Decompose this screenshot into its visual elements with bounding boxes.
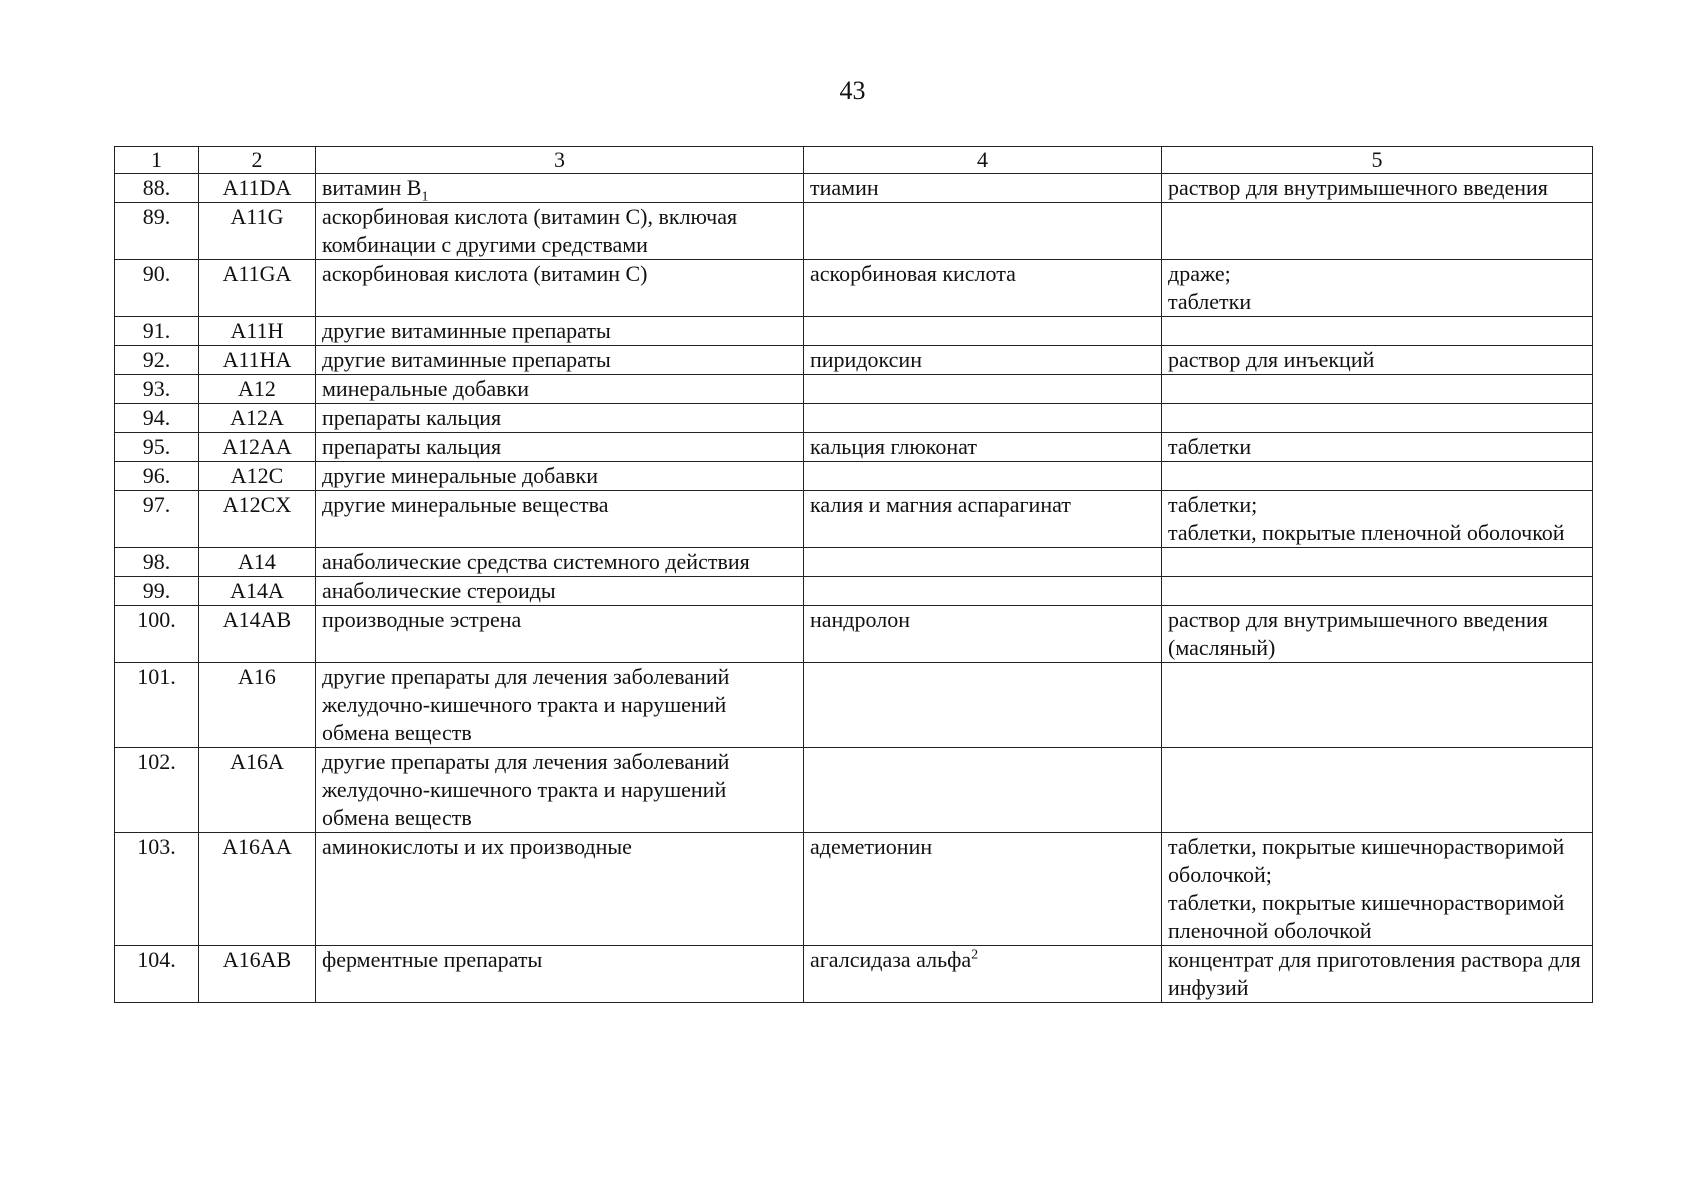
- atc-code-cell: [199, 404, 316, 433]
- atc-code-cell: [199, 946, 316, 1003]
- group-name: анаболические средства системного действия: [322, 549, 750, 574]
- dosage-forms-cell: [1162, 548, 1593, 577]
- atc-code-cell: [199, 663, 316, 748]
- row-number-cell: [115, 174, 199, 203]
- atc-code-cell: [199, 748, 316, 833]
- row-number-cell: [115, 404, 199, 433]
- group-name-cell: [316, 663, 804, 748]
- table-row: [115, 663, 1593, 748]
- dosage-forms-cell: [1162, 433, 1593, 462]
- row-number-cell: [115, 491, 199, 548]
- group-name-cell: [316, 375, 804, 404]
- drug-name-cell: [804, 748, 1162, 833]
- atc-code: A12CX: [222, 492, 292, 517]
- atc-code-cell: [199, 317, 316, 346]
- drug-name: агалсидаза альфа: [810, 947, 972, 972]
- table-row: [115, 375, 1593, 404]
- atc-code-cell: [199, 491, 316, 548]
- atc-code: A14AB: [222, 607, 292, 632]
- group-name: производные эстрена: [322, 607, 522, 632]
- row-number-cell: [115, 748, 199, 833]
- row-number: 92.: [142, 347, 171, 372]
- atc-code: A12: [238, 376, 276, 401]
- drug-name-cell: [804, 663, 1162, 748]
- group-name-cell: [316, 260, 804, 317]
- atc-code: A16: [238, 664, 276, 689]
- table-row: [115, 317, 1593, 346]
- row-number-cell: [115, 833, 199, 946]
- row-number: 96.: [142, 463, 171, 488]
- atc-code: A12A: [230, 405, 284, 430]
- atc-code: A12C: [230, 463, 284, 488]
- atc-code: A14A: [230, 578, 284, 603]
- row-number: 91.: [142, 318, 171, 343]
- drug-name: калия и магния аспарагинат: [810, 492, 1071, 517]
- group-name-cell: [316, 548, 804, 577]
- atc-code: A11HA: [222, 347, 292, 372]
- dosage-forms-cell: [1162, 462, 1593, 491]
- table-row: [115, 260, 1593, 317]
- drug-name-cell: [804, 317, 1162, 346]
- header-cell-5: 5: [1162, 147, 1593, 174]
- group-name-cell: [316, 433, 804, 462]
- dosage-forms-cell: [1162, 203, 1593, 260]
- group-name: другие минеральные добавки: [322, 463, 598, 488]
- atc-code: A14: [238, 549, 276, 574]
- atc-code-cell: [199, 203, 316, 260]
- group-name: аскорбиновая кислота (витамин С), включая комбинации с другими средствами: [322, 204, 738, 257]
- dosage-form: таблетки: [1168, 289, 1252, 314]
- header-row: [115, 147, 1593, 174]
- dosage-forms-cell: [1162, 375, 1593, 404]
- dosage-forms-cell: [1162, 748, 1593, 833]
- drug-name-cell: [804, 606, 1162, 663]
- atc-code-cell: [199, 606, 316, 663]
- row-number: 95.: [142, 434, 171, 459]
- group-name: аминокислоты и их производные: [322, 834, 632, 859]
- group-name-cell: [316, 577, 804, 606]
- row-number: 101.: [137, 664, 176, 689]
- group-name-cell: [316, 748, 804, 833]
- atc-code-cell: [199, 260, 316, 317]
- drug-name: нандролон: [810, 607, 910, 632]
- dosage-form: концентрат для приготовления раствора для инфузий: [1168, 947, 1581, 1000]
- group-name-cell: [316, 606, 804, 663]
- group-name: препараты кальция: [322, 434, 502, 459]
- dosage-forms-cell: [1162, 663, 1593, 748]
- dosage-form: раствор для инъекций: [1168, 347, 1375, 372]
- row-number-cell: [115, 203, 199, 260]
- group-name: витамин B: [322, 175, 422, 200]
- row-number: 97.: [142, 492, 171, 517]
- atc-code: A16A: [230, 749, 284, 774]
- atc-code-cell: [199, 833, 316, 946]
- drug-name: пиридоксин: [810, 347, 922, 372]
- table-row: [115, 404, 1593, 433]
- table-body: [115, 174, 1593, 1003]
- header-cell-1: 1: [115, 147, 199, 174]
- table-row: [115, 203, 1593, 260]
- group-name: минеральные добавки: [322, 376, 530, 401]
- dosage-forms-cell: [1162, 577, 1593, 606]
- dosage-forms-cell: [1162, 946, 1593, 1003]
- row-number-cell: [115, 606, 199, 663]
- footnote-mark: 2: [971, 947, 979, 963]
- drug-name-cell: [804, 577, 1162, 606]
- row-number: 104.: [137, 947, 176, 972]
- row-number-cell: [115, 317, 199, 346]
- drug-name-cell: [804, 174, 1162, 203]
- group-name: другие препараты для лечения заболеваний желудочно-кишечного тракта и нарушений обмена веществ: [322, 664, 730, 745]
- row-number-cell: [115, 462, 199, 491]
- dosage-forms-cell: [1162, 174, 1593, 203]
- atc-code: A11G: [230, 204, 284, 229]
- table-row: [115, 433, 1593, 462]
- header-cell-3: 3: [316, 147, 804, 174]
- row-number: 103.: [137, 834, 176, 859]
- row-number: 100.: [137, 607, 176, 632]
- row-number-cell: [115, 577, 199, 606]
- dosage-form: таблетки, покрытые пленочной оболочкой: [1168, 520, 1565, 545]
- drug-name: аскорбиновая кислота: [810, 261, 1016, 286]
- group-name-cell: [316, 404, 804, 433]
- dosage-forms-cell: [1162, 346, 1593, 375]
- row-number: 98.: [142, 549, 171, 574]
- dosage-forms-cell: [1162, 260, 1593, 317]
- atc-code: A11GA: [222, 261, 292, 286]
- header-cell-4: 4: [804, 147, 1162, 174]
- group-name-cell: [316, 317, 804, 346]
- dosage-form: таблетки: [1168, 434, 1252, 459]
- atc-code: A12AA: [222, 434, 292, 459]
- group-name: анаболические стероиды: [322, 578, 556, 603]
- table-row: [115, 491, 1593, 548]
- drug-name-cell: [804, 833, 1162, 946]
- group-name: другие витаминные препараты: [322, 347, 611, 372]
- row-number-cell: [115, 346, 199, 375]
- dosage-forms-cell: [1162, 404, 1593, 433]
- dosage-forms-cell: [1162, 606, 1593, 663]
- row-number: 89.: [142, 204, 171, 229]
- atc-code-cell: [199, 375, 316, 404]
- atc-code: A11H: [230, 318, 284, 343]
- row-number: 88.: [142, 175, 171, 200]
- row-number-cell: [115, 260, 199, 317]
- drug-name-cell: [804, 375, 1162, 404]
- row-number-cell: [115, 433, 199, 462]
- drug-name-cell: [804, 346, 1162, 375]
- row-number-cell: [115, 946, 199, 1003]
- drug-name: тиамин: [810, 175, 879, 200]
- row-number: 94.: [142, 405, 171, 430]
- table-row: [115, 748, 1593, 833]
- dosage-form: драже;: [1168, 261, 1231, 286]
- atc-code-cell: [199, 577, 316, 606]
- group-name-cell: [316, 491, 804, 548]
- row-number: 99.: [142, 578, 171, 603]
- group-name-cell: [316, 174, 804, 203]
- atc-code-cell: [199, 433, 316, 462]
- group-name-cell: [316, 833, 804, 946]
- dosage-forms-cell: [1162, 317, 1593, 346]
- group-name-subscript: 1: [421, 189, 429, 205]
- group-name-cell: [316, 946, 804, 1003]
- row-number: 90.: [142, 261, 171, 286]
- atc-code-cell: [199, 174, 316, 203]
- row-number: 93.: [142, 376, 171, 401]
- table-row: [115, 946, 1593, 1003]
- table-row: [115, 548, 1593, 577]
- atc-code-cell: [199, 548, 316, 577]
- drug-name-cell: [804, 203, 1162, 260]
- dosage-forms-cell: [1162, 491, 1593, 548]
- row-number: 102.: [137, 749, 176, 774]
- dosage-form: таблетки, покрытые кишечнорастворимой оболочкой;: [1168, 834, 1565, 887]
- dosage-form: раствор для внутримышечного введения (масляный): [1168, 607, 1548, 660]
- drug-name-cell: [804, 491, 1162, 548]
- group-name: ферментные препараты: [322, 947, 543, 972]
- group-name: препараты кальция: [322, 405, 502, 430]
- drug-name: кальция глюконат: [810, 434, 977, 459]
- table-row: [115, 346, 1593, 375]
- group-name-cell: [316, 203, 804, 260]
- drug-name-cell: [804, 462, 1162, 491]
- table-row: [115, 833, 1593, 946]
- page-number: 43: [839, 76, 866, 105]
- header-cell-2: 2: [199, 147, 316, 174]
- atc-code: A16AA: [222, 834, 292, 859]
- drug-name: адеметионин: [810, 834, 933, 859]
- table-row: [115, 462, 1593, 491]
- group-name: другие минеральные вещества: [322, 492, 609, 517]
- row-number-cell: [115, 548, 199, 577]
- group-name-cell: [316, 346, 804, 375]
- group-name: аскорбиновая кислота (витамин С): [322, 261, 648, 286]
- row-number-cell: [115, 663, 199, 748]
- atc-code-cell: [199, 346, 316, 375]
- dosage-forms-cell: [1162, 833, 1593, 946]
- drug-name-cell: [804, 260, 1162, 317]
- group-name: другие препараты для лечения заболеваний желудочно-кишечного тракта и нарушений обмена веществ: [322, 749, 730, 830]
- dosage-form: раствор для внутримышечного введения: [1168, 175, 1548, 200]
- dosage-form: таблетки, покрытые кишечнорастворимой пленочной оболочкой: [1168, 890, 1565, 943]
- group-name-cell: [316, 462, 804, 491]
- drug-name-cell: [804, 433, 1162, 462]
- table-row: [115, 174, 1593, 203]
- row-number-cell: [115, 375, 199, 404]
- drug-name-cell: [804, 404, 1162, 433]
- table-row: [115, 577, 1593, 606]
- atc-code: A16AB: [222, 947, 292, 972]
- group-name: другие витаминные препараты: [322, 318, 611, 343]
- drug-name-cell: [804, 548, 1162, 577]
- atc-code-cell: [199, 462, 316, 491]
- drug-table: [114, 146, 1593, 1003]
- drug-name-cell: [804, 946, 1162, 1003]
- atc-code: A11DA: [222, 175, 292, 200]
- dosage-form: таблетки;: [1168, 492, 1258, 517]
- table-row: [115, 606, 1593, 663]
